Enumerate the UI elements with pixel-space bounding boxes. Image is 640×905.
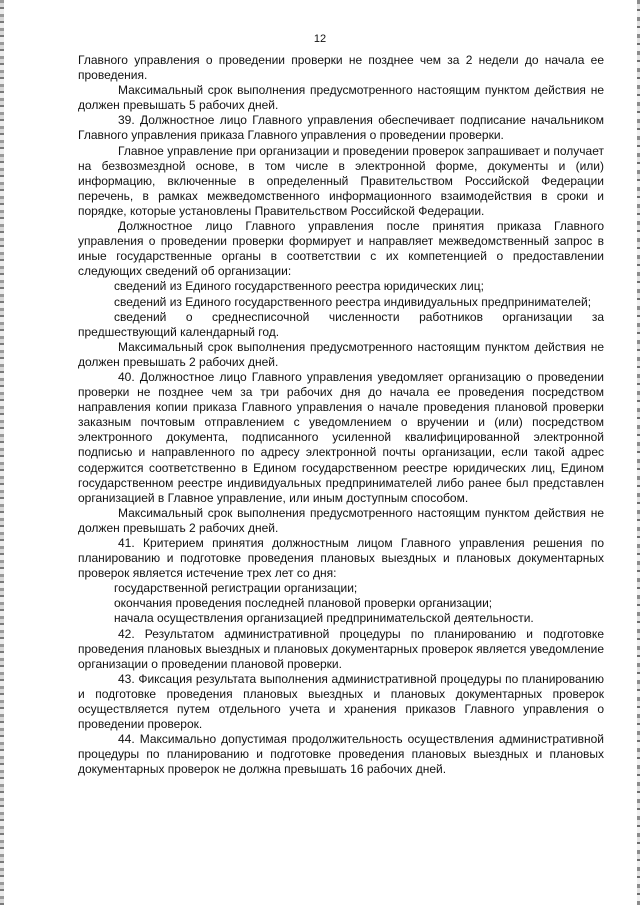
paragraph: Главного управления о проведении проверки не позднее чем за 2 недели до начала ее проведения.	[78, 53, 604, 83]
paragraph-item-40: 40. Должностное лицо Главного управления уведомляет организацию о проведении проверки не позднее чем за три рабочих дня до начала ее проведения посредством направления копии приказа Главного управления о начале проведения плановой проверки заказным почтовым отправлением с уведомлением о вручении и (или) посредством электронного документа, подписанного усиленной квалифицированной электронной подписью и направленного по адресу электронной почты организации, если такой адрес содержится соответственно в Едином государственном реестре юридических лиц, Едином государственном реестре индивидуальных предпринимателей либо ранее был представлен организацией в Главное управление, или иным доступным способом.	[78, 369, 604, 505]
paragraph-item-39: 39. Должностное лицо Главного управления обеспечивает подписание начальником Главного управления приказа Главного управления о проведении проверки.	[78, 113, 604, 143]
paragraph-item-41: 41. Критерием принятия должностным лицом Главного управления решения по планированию и подготовке проведения плановых выездных и плановых документарных проверок является истечение трех лет со дня:	[78, 536, 604, 581]
paragraph: Максимальный срок выполнения предусмотренного настоящим пунктом действия не должен превышать 5 рабочих дней.	[78, 83, 604, 113]
list-item: сведений о среднесписочной численности работников организации за предшествующий календарный год.	[78, 309, 604, 339]
paragraph: Максимальный срок выполнения предусмотренного настоящим пунктом действия не должен превышать 2 рабочих дней.	[78, 339, 604, 369]
list-item: сведений из Единого государственного реестра юридических лиц;	[114, 279, 484, 294]
paragraph: Главное управление при организации и проведении проверок запрашивает и получает на безвозмездной основе, в том числе в электронной форме, документы и (или) информацию, включенные в определенный Правительством Российской Федерации перечень, в рамках межведомственного информационного взаимодействия в сроки и порядке, которые установлены Правительством Российской Федерации.	[78, 143, 604, 218]
paragraph-item-43: 43. Фиксация результата выполнения административной процедуры по планированию и подготовке проведения плановых выездных и плановых документарных проверок осуществляется путем отдельного учета и хранения приказов Главного управления о проведении проверок.	[78, 671, 604, 732]
document-body	[78, 53, 604, 778]
paragraph-item-42: 42. Результатом административной процедуры по планированию и подготовке проведения плановых выездных и плановых документарных проверок является уведомление организации о проведении плановой проверки.	[78, 626, 604, 671]
list-item: государственной регистрации организации;	[114, 581, 358, 596]
scan-edge-left	[0, 0, 4, 905]
paragraph-item-44: 44. Максимально допустимая продолжительность осуществления административной процедуры по планированию и подготовке проведения плановых выездных и плановых документарных проверок не должна превышать 16 рабочих дней.	[78, 732, 604, 777]
list-item: окончания проведения последней плановой проверки организации;	[114, 596, 493, 611]
page-number: 12	[313, 33, 327, 45]
paragraph: Должностное лицо Главного управления после принятия приказа Главного управления о проведении проверки формирует и направляет межведомственный запрос в иные государственные органы в соответствии с их компетенцией о предоставлении следующих сведений об организации:	[78, 219, 604, 279]
list-item: начала осуществления организацией предпринимательской деятельности.	[114, 611, 534, 626]
list-item: сведений из Единого государственного реестра индивидуальных предпринимателей;	[114, 294, 592, 309]
paragraph: Максимальный срок выполнения предусмотренного настоящим пунктом действия не должен превышать 2 рабочих дней.	[78, 505, 604, 535]
